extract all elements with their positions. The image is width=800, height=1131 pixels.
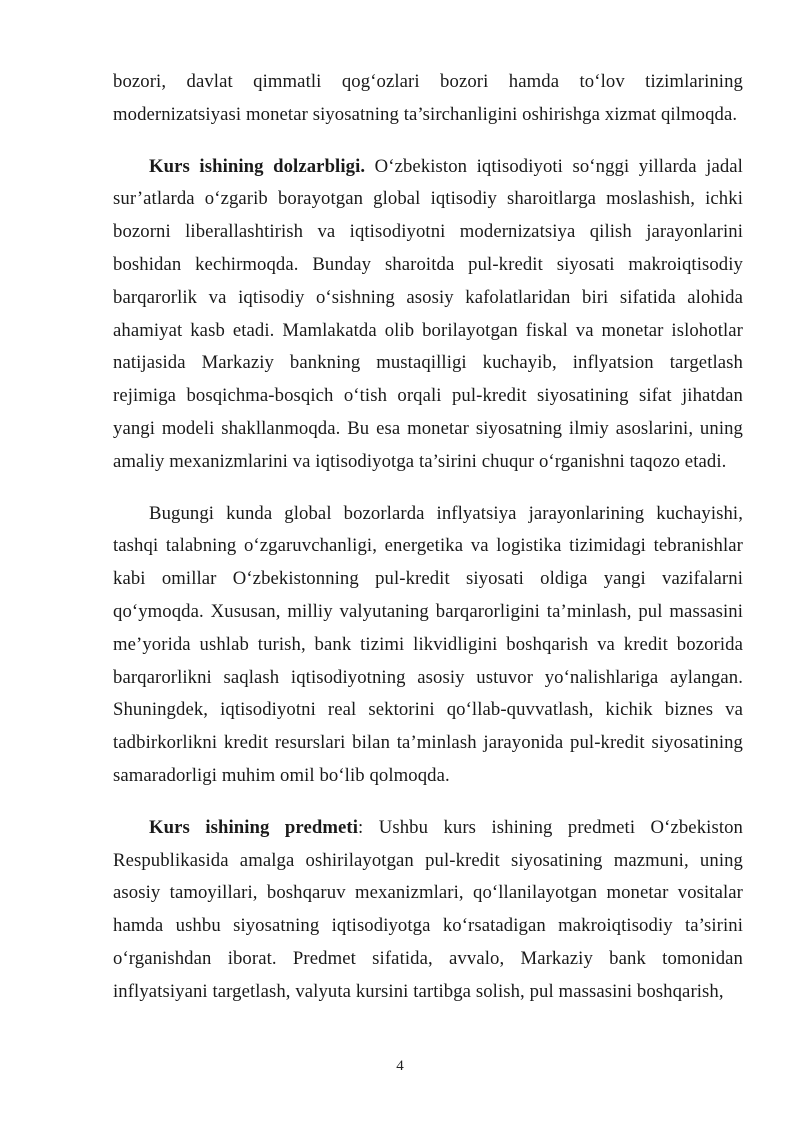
paragraph-dolzarbligi: [113, 151, 743, 479]
paragraph-text: Bugungi kunda global bozorlarda inflyatsiya jarayonlarining kuchayishi, tashqi talabning o‘zgaruvchanligi, energetika va logistika tizimidagi tebranishlar kabi omillar O‘zbekistonning pul-kredit siyosati oldiga yangi vazifalarni qo‘ymoqda. Xususan, milliy valyutaning barqarorligini ta’minlash, pul massasini me’yorida ushlab turish, bank tizimi likvidligini boshqarish va kredit bozorida barqarorlikni saqlash iqtisodiyotning asosiy ustuvor yo‘nalishlariga aylangan. Shuningdek, iqtisodiyotni real sektorini qo‘llab-quvvatlash, kichik biznes va tadbirkorlikni kredit resurslari bilan ta’minlash jarayonida pul-kredit siyosatining samaradorligi muhim omil bo‘lib qolmoqda.: [113, 502, 743, 786]
paragraph-lead: Kurs ishining dolzarbligi.: [149, 155, 366, 177]
page-number: 4: [396, 1058, 404, 1074]
paragraph-lead: Kurs ishining predmeti: [149, 816, 359, 838]
paragraph-predmeti: [113, 812, 743, 1009]
paragraph-continuation: [113, 66, 743, 132]
paragraph-text: : Ushbu kurs ishining predmeti O‘zbekiston Respublikasida amalga oshirilayotgan pul-kredit siyosatining mazmuni, uning asosiy tamoyillari, boshqaruv mexanizmlari, qo‘llanilayotgan monetar vositalar hamda ushbu siyosatning iqtisodiyotga ko‘rsatadigan makroiqtisodiy ta’sirini o‘rganishdan iborat. Predmet sifatida, avvalo, Markaziy bank tomonidan inflyatsiyani targetlash, valyuta kursini tartibga solish, pul massasini boshqarish,: [113, 816, 743, 1002]
page-body: [113, 66, 743, 1028]
paragraph-text: O‘zbekiston iqtisodiyoti so‘nggi yillarda jadal sur’atlarda o‘zgarib borayotgan global iqtisodiy sharoitlarga moslashish, ichki bozorni liberallashtirish va iqtisodiyotni modernizatsiya qilish jarayonlarini boshidan kechirmoqda. Bunday sharoitda pul-kredit siyosati makroiqtisodiy barqarorlik va iqtisodiy o‘sishning asosiy kafolatlaridan biri sifatida alohida ahamiyat kasb etadi. Mamlakatda olib borilayotgan fiskal va monetar islohotlar natijasida Markaziy bankning mustaqilligi kuchayib, inflyatsion targetlash rejimiga bosqichma-bosqich o‘tish orqali pul-kredit siyosatining sifat jihatdan yangi modeli shakllanmoqda. Bu esa monetar siyosatning ilmiy asoslarini, uning amaliy mexanizmlarini va iqtisodiyotga ta’sirini chuqur o‘rganishni taqozo etadi.: [113, 155, 743, 472]
paragraph-bugungi-kunda: [113, 498, 743, 793]
paragraph-text: bozori, davlat qimmatli qog‘ozlari bozori hamda to‘lov tizimlarining modernizatsiyasi monetar siyosatning ta’sirchanligini oshirishga xizmat qilmoqda.: [113, 71, 743, 125]
